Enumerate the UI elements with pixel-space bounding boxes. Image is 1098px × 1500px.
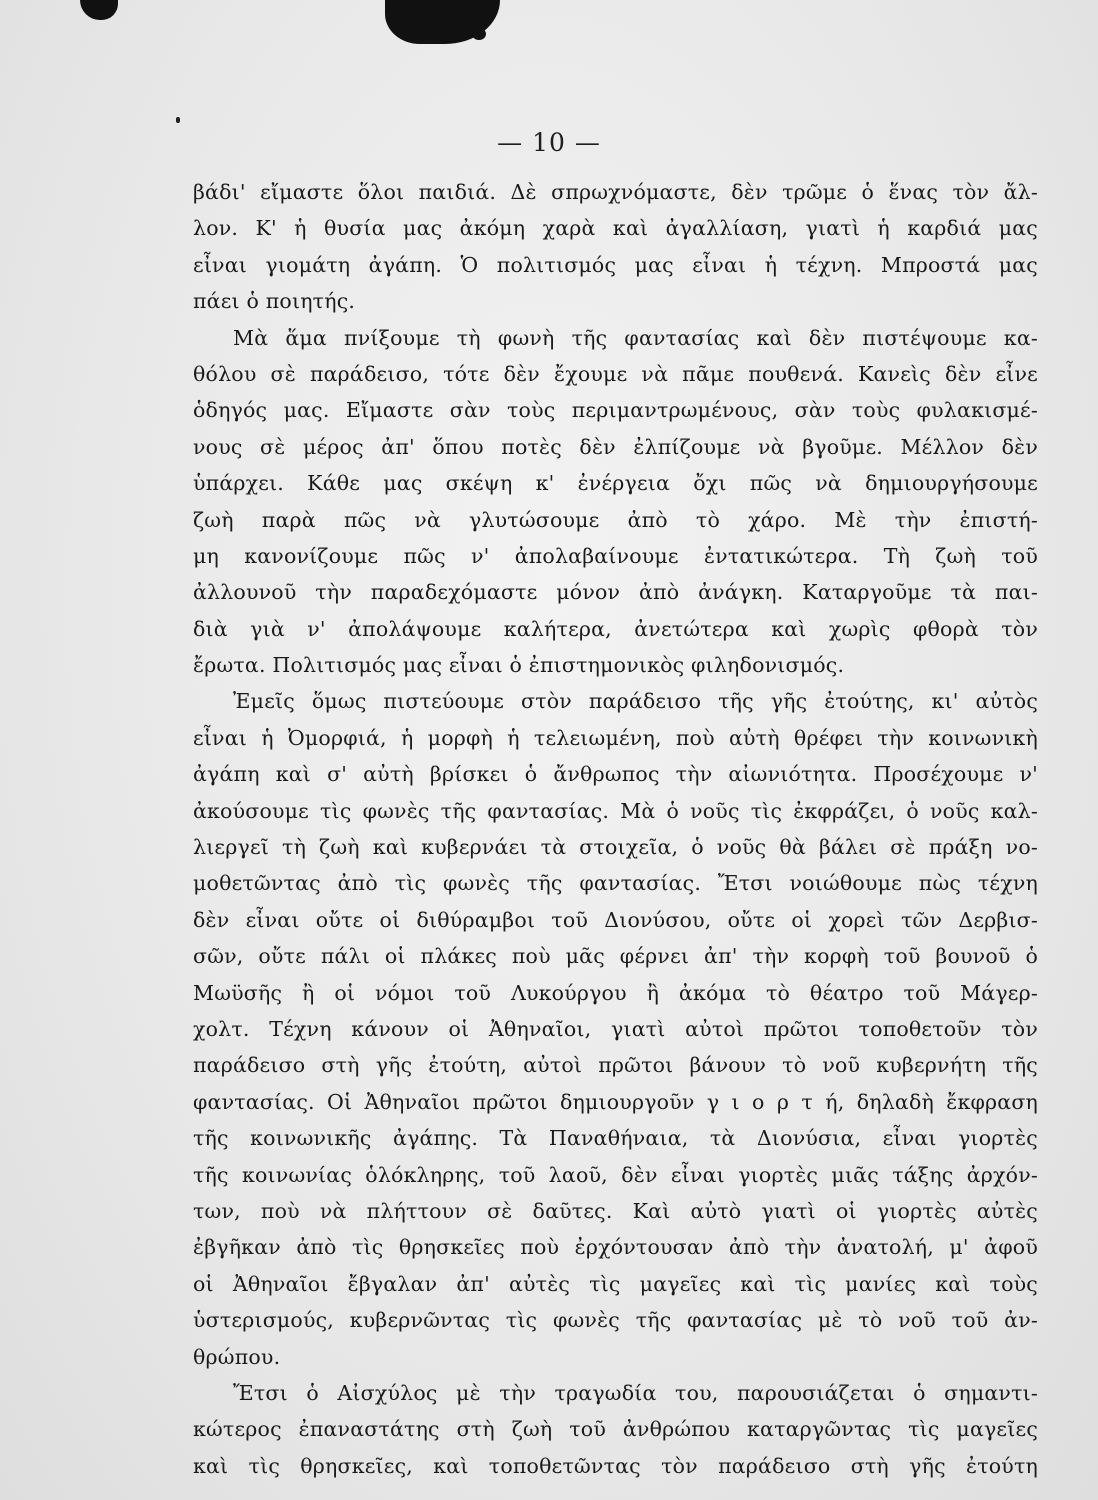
text-line: ἐβγῆκαν ἀπὸ τὶς θρησκεῖες ποὺ ἐρχόντουσαν ἀπὸ τὴν ἀνατολή, μ' ἀφοῦ <box>193 1235 1038 1260</box>
text-line: εἶναι ἡ Ὀμορφιά, ἡ μορφὴ ἡ τελειωμένη, ποὺ αὐτὴ θρέφει τὴν κοινωνικὴ <box>193 725 1038 750</box>
text-line: βάδι' εἴμαστε ὅλοι παιδιά. Δὲ σπρωχνόμαστε, δὲν τρῶμε ὁ ἕνας τὸν ἄλ- <box>193 180 1038 204</box>
text-line: χολτ. Τέχνη κάνουν οἱ Ἀθηναῖοι, γιατὶ αὐτοὶ πρῶτοι τοποθετοῦν τὸν <box>193 1016 1038 1041</box>
text-line: λιεργεῖ τὴ ζωὴ καὶ κυβερνάει τὰ στοιχεῖα, ὁ νοῦς θὰ βάλει σὲ πράξη νο- <box>193 835 1038 860</box>
text-line: παράδεισο στὴ γῆς ἐτούτη, αὐτοὶ πρῶτοι βάνουν τὸ νοῦ κυβερνήτη τῆς <box>193 1053 1038 1078</box>
text-line: πάει ὁ ποιητής. <box>193 289 356 314</box>
text-line: εἶναι γιομάτη ἀγάπη. Ὁ πολιτισμός μας εἶναι ἡ τέχνη. Μπροστά μας <box>193 252 1038 277</box>
text-line: τῆς κοινωνίας ὁλόκληρης, τοῦ λαοῦ, δὲν εἶναι γιορτὲς μιᾶς τάξης ἀρχόν- <box>193 1162 1038 1187</box>
text-line: ἔρωτα. Πολιτισμός μας εἶναι ὁ ἐπιστημονικὸς φιληδονισμός. <box>193 653 845 678</box>
text-line: κώτερος ἐπαναστάτης στὴ ζωὴ τοῦ ἀνθρώπου καταργῶντας τὶς μαγεῖες <box>193 1417 1038 1442</box>
text-line: σῶν, οὔτε πάλι οἱ πλάκες ποὺ μᾶς φέρνει ἀπ' τὴν κορφὴ τοῦ βουνοῦ ὁ <box>193 944 1038 969</box>
text-line: Μωϋσῆς ἢ οἱ νόμοι τοῦ Λυκούργου ἢ ἀκόμα τὸ θέατρο τοῦ Μάγερ- <box>193 980 1038 1005</box>
text-line: ὁδηγός μας. Εἴμαστε σὰν τοὺς περιμαντρωμένους, σὰν τοὺς φυλακισμέ- <box>193 398 1038 423</box>
text-line: μοθετῶντας ἀπὸ τὶς φωνὲς τῆς φαντασίας. Ἔτσι νοιώθουμε πὼς τέχνη <box>193 871 1038 896</box>
text-line: ὑστερισμούς, κυβερνῶντας τὶς φωνὲς τῆς φαντασίας μὲ τὸ νοῦ τοῦ ἀν- <box>193 1308 1038 1333</box>
text-line: καὶ τὶς θρησκεῖες, καὶ τοποθετῶντας τὸν παράδεισο στὴ γῆς ἐτούτη <box>193 1453 1038 1478</box>
text-line: ζωὴ παρὰ πῶς νὰ γλυτώσουμε ἀπὸ τὸ χάρο. Μὲ τὴν ἐπιστή- <box>193 507 1038 532</box>
text-line: διὰ γιὰ ν' ἀπολάψουμε καλήτερα, ἀνετώτερα καὶ χωρὶς φθορὰ τὸν <box>193 616 1038 641</box>
body-text <box>193 174 1038 1484</box>
text-line: ἀκούσουμε τὶς φωνὲς τῆς φαντασίας. Μὰ ὁ νοῦς τὶς ἐκφράζει, ὁ νοῦς καλ- <box>193 798 1038 823</box>
text-line: Ἔτσι ὁ Αἰσχύλος μὲ τὴν τραγωδία του, παρουσιάζεται ὁ σημαντι- <box>233 1380 1038 1405</box>
text-line: ὑπάρχει. Κάθε μας σκέψη κ' ἐνέργεια ὄχι πῶς νὰ δημιουργήσουμε <box>193 471 1038 496</box>
text-line: οἱ Ἀθηναῖοι ἔβγαλαν ἀπ' αὐτὲς τὶς μαγεῖες καὶ τὶς μανίες καὶ τοὺς <box>193 1271 1038 1296</box>
text-line: μη κανονίζουμε πῶς ν' ἀπολαβαίνουμε ἐντατικώτερα. Τὴ ζωὴ τοῦ <box>193 543 1038 568</box>
text-line: φαντασίας. Οἱ Ἀθηναῖοι πρῶτοι δημιουργοῦν γ ι ο ρ τ ή, δηλαδὴ ἔκφραση <box>193 1089 1038 1114</box>
text-line: δὲν εἶναι οὔτε οἱ διθύραμβοι τοῦ Διονύσου, οὔτε οἱ χορεὶ τῶν Δερβισ- <box>193 907 1038 932</box>
text-line: λον. Κ' ἡ θυσία μας ἀκόμη χαρὰ καὶ ἀγαλλίαση, γιατὶ ἡ καρδιά μας <box>193 216 1038 241</box>
text-line: θρώπου. <box>193 1344 281 1369</box>
text-line: θόλου σὲ παράδεισο, τότε δὲν ἔχουμε νὰ πᾶμε πουθενά. Κανεὶς δὲν εἶνε <box>193 361 1038 386</box>
text-line: τῆς κοινωνικῆς ἀγάπης. Τὰ Παναθήναια, τὰ Διονύσια, εἶναι γιορτὲς <box>193 1126 1038 1151</box>
page-number: — 10 — <box>497 128 601 157</box>
text-line: Μὰ ἅμα πνίξουμε τὴ φωνὴ τῆς φαντασίας καὶ δὲν πιστέψουμε κα- <box>233 325 1038 350</box>
text-line: ἀγάπη καὶ σ' αὐτὴ βρίσκει ὁ ἄνθρωπος τὴν αἰωνιότητα. Προσέχουμε ν' <box>193 762 1038 787</box>
text-line: Ἐμεῖς ὅμως πιστεύουμε στὸν παράδεισο τῆς γῆς ἐτούτης, κι' αὐτὸς <box>233 689 1038 714</box>
ink-blot <box>80 0 118 20</box>
text-line: ἀλλουνοῦ τὴν παραδεχόμαστε μόνον ἀπὸ ἀνάγκη. Καταργοῦμε τὰ παι- <box>193 580 1038 605</box>
ink-speck <box>176 117 180 123</box>
ink-blot <box>472 28 486 40</box>
text-line: των, ποὺ νὰ πλήττουν σὲ δαῦτες. Καὶ αὐτὸ γιατὶ οἱ γιορτὲς αὐτὲς <box>193 1198 1038 1223</box>
text-line: νους σὲ μέρος ἀπ' ὅπου ποτὲς δὲν ἐλπίζουμε νὰ βγοῦμε. Μέλλον δὲν <box>193 434 1038 459</box>
